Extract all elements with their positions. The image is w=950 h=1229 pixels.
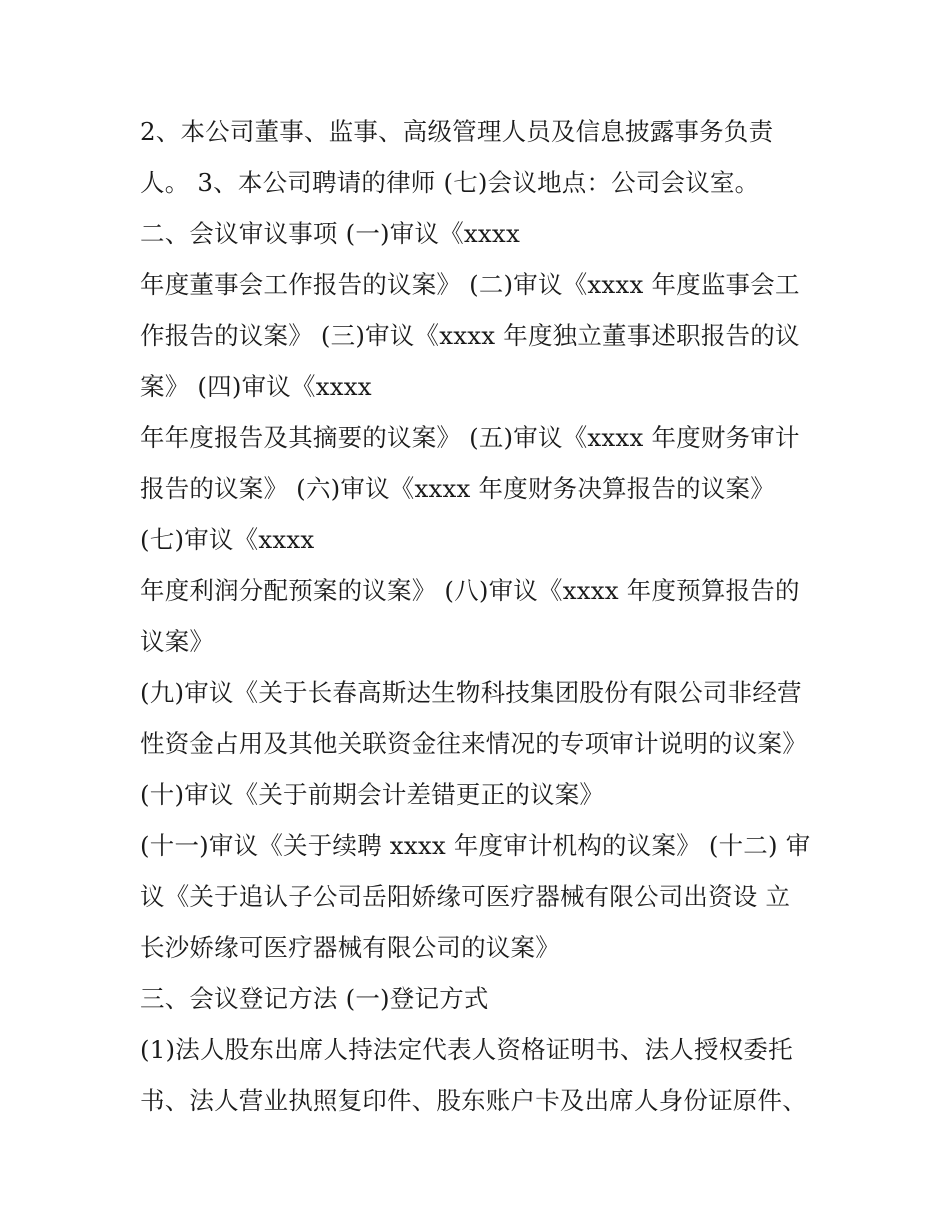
text-line: 议《关于追认子公司岳阳娇缘可医疗器械有限公司出资设 立 (140, 882, 791, 911)
text-line: (十一)审议《关于续聘 xxxx 年度审计机构的议案》 (十二) 审 (140, 831, 811, 860)
text-line: 人。 3、本公司聘请的律师 (七)会议地点：公司会议室。 (140, 168, 760, 197)
text-line: 作报告的议案》 (三)审议《xxxx 年度独立董事述职报告的议 (140, 321, 800, 350)
text-line: (七)审议《xxxx (140, 525, 315, 554)
text-line: 报告的议案》 (六)审议《xxxx 年度财务决算报告的议案》 (140, 474, 775, 503)
text-line: (九)审议《关于长春高斯达生物科技集团股份有限公司非经营 (140, 678, 802, 707)
text-line: 二、会议审议事项 (一)审议《xxxx (140, 219, 520, 248)
text-line: 年度利润分配预案的议案》 (八)审议《xxxx 年度预算报告的 (140, 576, 800, 605)
text-line: 性资金占用及其他关联资金往来情况的专项审计说明的议案》 (140, 729, 807, 758)
text-line: (1)法人股东出席人持法定代表人资格证明书、法人授权委托 (140, 1035, 793, 1064)
document-body (140, 106, 820, 1126)
text-line: 案》 (四)审议《xxxx (140, 372, 372, 401)
text-line: 年度董事会工作报告的议案》 (二)审议《xxxx 年度监事会工 (140, 270, 800, 299)
text-line: (十)审议《关于前期会计差错更正的议案》 (140, 780, 605, 809)
text-line: 2、本公司董事、监事、高级管理人员及信息披露事务负责 (140, 117, 774, 146)
text-line: 书、法人营业执照复印件、股东账户卡及出席人身份证原件、 (140, 1086, 807, 1115)
text-line: 长沙娇缘可医疗器械有限公司的议案》 (140, 933, 560, 962)
text-line: 三、会议登记方法 (一)登记方式 (140, 984, 489, 1013)
text-line: 议案》 (140, 627, 215, 656)
text-line: 年年度报告及其摘要的议案》 (五)审议《xxxx 年度财务审计 (140, 423, 800, 452)
